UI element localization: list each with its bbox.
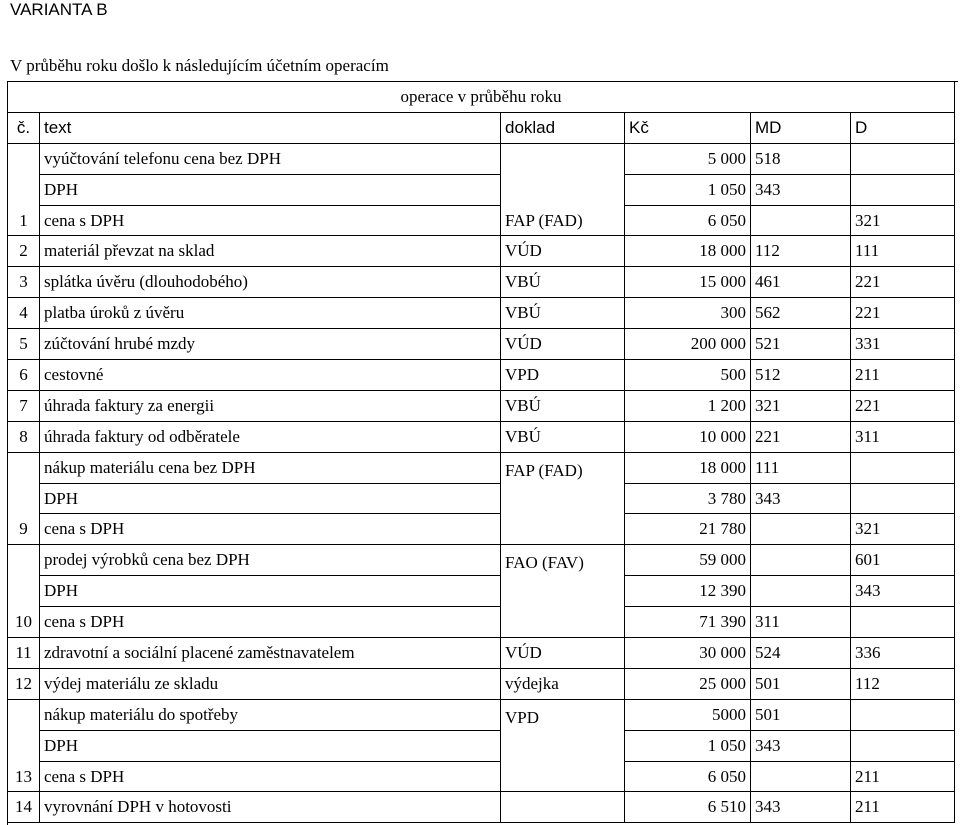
row-md: 512 — [751, 360, 851, 391]
row-doc: VÚD — [501, 236, 625, 267]
row-d: 221 — [851, 391, 955, 422]
row-doc: VÚD — [501, 638, 625, 669]
row-number: 9 — [8, 514, 40, 545]
row-text: platba úroků z úvěru — [40, 298, 501, 329]
row-text: úhrada faktury za energii — [40, 391, 501, 422]
row-amount: 1 200 — [625, 391, 751, 422]
row-text: materiál převzat na sklad — [40, 236, 501, 267]
row-amount: 21 780 — [625, 514, 751, 545]
row-text: cena s DPH — [40, 206, 501, 237]
row-d — [851, 453, 955, 484]
row-text: prodej výrobků cena bez DPH — [40, 545, 501, 576]
row-text: úhrada faktury od odběratele — [40, 422, 501, 453]
row-text: cena s DPH — [40, 607, 501, 638]
row-text: nákup materiálu do spotřeby — [40, 700, 501, 731]
row-doc-cell — [501, 175, 625, 206]
row-text: DPH — [40, 731, 501, 762]
row-number: 6 — [8, 360, 40, 391]
row-text: cestovné — [40, 360, 501, 391]
row-text: DPH — [40, 484, 501, 515]
row-number-cell — [8, 731, 40, 762]
row-doc: FAP (FAD) — [501, 206, 625, 237]
row-doc-cell — [501, 576, 625, 607]
row-amount: 12 390 — [625, 576, 751, 607]
row-doc-cell — [501, 144, 625, 175]
row-md: 501 — [751, 669, 851, 700]
row-amount: 59 000 — [625, 545, 751, 576]
row-d: 321 — [851, 514, 955, 545]
row-md: 321 — [751, 391, 851, 422]
row-md — [751, 576, 851, 607]
row-doc-cell — [501, 484, 625, 515]
row-amount: 1 050 — [625, 175, 751, 206]
row-md: 311 — [751, 607, 851, 638]
row-number-cell — [8, 545, 40, 576]
row-md: 111 — [751, 453, 851, 484]
operations-table — [7, 81, 958, 825]
row-amount: 500 — [625, 360, 751, 391]
row-doc: VPD — [501, 360, 625, 391]
row-d: 221 — [851, 298, 955, 329]
row-d: 221 — [851, 267, 955, 298]
row-number-cell — [8, 700, 40, 731]
row-doc: VÚD — [501, 329, 625, 360]
col-header-doc: doklad — [501, 113, 625, 144]
row-amount: 1 050 — [625, 731, 751, 762]
row-d — [851, 731, 955, 762]
col-header-no: č. — [8, 113, 40, 144]
intro-text: V průběhu roku došlo k následujícím účetním operacím — [10, 56, 389, 75]
col-header-md: MD — [751, 113, 851, 144]
row-d: 331 — [851, 329, 955, 360]
row-doc: FAO (FAV) — [501, 545, 625, 576]
row-text: DPH — [40, 576, 501, 607]
row-md: 521 — [751, 329, 851, 360]
row-number: 10 — [8, 607, 40, 638]
row-number: 11 — [8, 638, 40, 669]
row-d — [851, 144, 955, 175]
row-number-cell — [8, 576, 40, 607]
row-number: 8 — [8, 422, 40, 453]
row-doc: VPD — [501, 700, 625, 731]
row-amount: 5 000 — [625, 144, 751, 175]
row-md: 343 — [751, 792, 851, 823]
row-amount: 6 510 — [625, 792, 751, 823]
row-d: 311 — [851, 422, 955, 453]
row-text: zúčtování hrubé mzdy — [40, 329, 501, 360]
row-md — [751, 545, 851, 576]
row-md: 461 — [751, 267, 851, 298]
row-text: výdej materiálu ze skladu — [40, 669, 501, 700]
row-d — [851, 175, 955, 206]
row-number: 14 — [8, 792, 40, 823]
row-doc-cell — [501, 792, 625, 823]
row-amount: 15 000 — [625, 267, 751, 298]
row-number-cell — [8, 175, 40, 206]
row-md — [751, 762, 851, 793]
row-d: 112 — [851, 669, 955, 700]
row-d: 111 — [851, 236, 955, 267]
row-d — [851, 700, 955, 731]
row-amount: 10 000 — [625, 422, 751, 453]
row-doc-cell — [501, 514, 625, 545]
row-md: 518 — [751, 144, 851, 175]
row-d: 321 — [851, 206, 955, 237]
row-doc: VBÚ — [501, 267, 625, 298]
row-md — [751, 206, 851, 237]
row-number: 1 — [8, 206, 40, 237]
row-text: vyúčtování telefonu cena bez DPH — [40, 144, 501, 175]
row-d: 211 — [851, 360, 955, 391]
row-d — [851, 484, 955, 515]
row-number-cell — [8, 453, 40, 484]
row-number: 7 — [8, 391, 40, 422]
row-amount: 6 050 — [625, 762, 751, 793]
row-d: 336 — [851, 638, 955, 669]
row-doc: VBÚ — [501, 298, 625, 329]
row-md: 343 — [751, 175, 851, 206]
row-text: zdravotní a sociální placené zaměstnavatelem — [40, 638, 501, 669]
row-doc-cell — [501, 762, 625, 793]
variant-title: VARIANTA B — [10, 0, 108, 19]
row-doc: VBÚ — [501, 391, 625, 422]
row-amount: 18 000 — [625, 453, 751, 484]
row-d: 211 — [851, 792, 955, 823]
row-number-cell — [8, 484, 40, 515]
row-doc: FAP (FAD) — [501, 453, 625, 484]
col-header-d: D — [851, 113, 955, 144]
row-doc-cell — [501, 731, 625, 762]
row-md: 562 — [751, 298, 851, 329]
row-number: 2 — [8, 236, 40, 267]
row-text: nákup materiálu cena bez DPH — [40, 453, 501, 484]
row-d — [851, 607, 955, 638]
row-md: 343 — [751, 731, 851, 762]
row-doc-cell — [501, 607, 625, 638]
group-header: operace v průběhu roku — [8, 82, 955, 113]
row-number: 12 — [8, 669, 40, 700]
row-amount: 300 — [625, 298, 751, 329]
row-amount: 30 000 — [625, 638, 751, 669]
row-amount: 200 000 — [625, 329, 751, 360]
row-d: 211 — [851, 762, 955, 793]
row-amount: 18 000 — [625, 236, 751, 267]
row-amount: 71 390 — [625, 607, 751, 638]
row-amount: 6 050 — [625, 206, 751, 237]
row-text: vyrovnání DPH v hotovosti — [40, 792, 501, 823]
row-text: cena s DPH — [40, 762, 501, 793]
row-doc: VBÚ — [501, 422, 625, 453]
col-header-amount: Kč — [625, 113, 751, 144]
row-d: 343 — [851, 576, 955, 607]
row-md: 221 — [751, 422, 851, 453]
row-number: 13 — [8, 762, 40, 793]
row-md: 501 — [751, 700, 851, 731]
row-number: 3 — [8, 267, 40, 298]
row-amount: 5000 — [625, 700, 751, 731]
row-text: splátka úvěru (dlouhodobého) — [40, 267, 501, 298]
col-header-text: text — [40, 113, 501, 144]
row-amount: 3 780 — [625, 484, 751, 515]
row-text: cena s DPH — [40, 514, 501, 545]
row-md — [751, 514, 851, 545]
row-number-cell — [8, 144, 40, 175]
row-text: DPH — [40, 175, 501, 206]
row-doc: výdejka — [501, 669, 625, 700]
row-amount: 25 000 — [625, 669, 751, 700]
row-d: 601 — [851, 545, 955, 576]
row-md: 524 — [751, 638, 851, 669]
row-md: 343 — [751, 484, 851, 515]
row-number: 5 — [8, 329, 40, 360]
row-md: 112 — [751, 236, 851, 267]
row-number: 4 — [8, 298, 40, 329]
